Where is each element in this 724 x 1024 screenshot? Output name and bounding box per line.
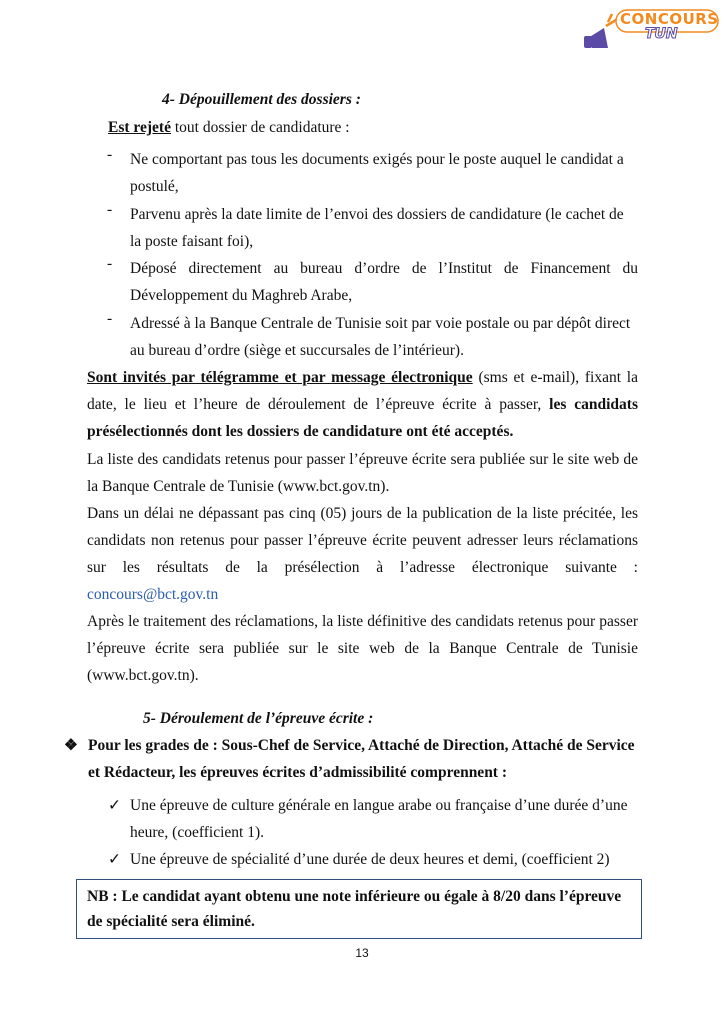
grades-line-1: Pour les grades de : Sous-Chef de Service, Attaché de Direction, Attaché de Service <box>88 737 635 754</box>
bullet-3-line-1: Déposé directement au bureau d’ordre de l’Institut de Financement du <box>130 260 638 277</box>
bullet-4-line-2: au bureau d’ordre (siège et succursales de l’intérieur). <box>130 342 464 359</box>
delay-paragraph: Dans un délai ne dépassant pas cinq (05) jours de la publication de la liste précitée, les candidats non retenus pour passer l’épreuve écrite peuvent adresser leurs réclamations sur les résultats de la présélection à l’adresse électronique suivante : <box>87 505 638 576</box>
page-number: 13 <box>355 946 369 960</box>
rejection-intro-bold: Est rejeté <box>108 119 171 136</box>
invitation-paragraph <box>87 364 638 445</box>
section-5-heading: 5- Déroulement de l’épreuve écrite : <box>143 710 374 727</box>
invitation-bold-end: les candidats présélectionnés dont les dossiers de candidature ont été acceptés. <box>87 396 638 440</box>
megaphone-icon <box>584 14 616 48</box>
rejection-intro-rest: tout dossier de candidature : <box>170 119 350 136</box>
diamond-bullet-icon: ❖ <box>64 737 78 754</box>
bullet-2-line-1: Parvenu après la date limite de l’envoi des dossiers de candidature (le cachet de <box>130 206 624 223</box>
email-link[interactable]: concours@bct.gov.tn <box>87 586 219 603</box>
section-4-heading: 4- Dépouillement des dossiers : <box>162 91 361 108</box>
check-1-line-2: heure, (coefficient 1). <box>130 824 264 841</box>
bullet-3-line-2: Développement du Maghreb Arabe, <box>130 287 353 304</box>
check-icon: ✓ <box>108 797 121 814</box>
rejection-intro <box>108 114 350 141</box>
bullet-dash: - <box>107 201 113 218</box>
bullet-dash: - <box>107 146 113 163</box>
bullet-dash: - <box>107 310 113 327</box>
bullet-dash: - <box>107 255 113 272</box>
bullet-4-line-1: Adressé à la Banque Centrale de Tunisie soit par voie postale ou par dépôt direct <box>130 315 631 332</box>
nb-text: NB : Le candidat ayant obtenu une note inférieure ou égale à 8/20 dans l’épreuve de spécialité sera éliminé. <box>87 888 622 930</box>
check-2-line-1: Une épreuve de spécialité d’une durée de deux heures et demi, (coefficient 2) <box>130 851 610 868</box>
check-icon: ✓ <box>108 851 121 868</box>
logo-text: CONCOURS <box>620 10 719 28</box>
check-1-line-1: Une épreuve de culture générale en langue arabe ou française d’une durée d’une <box>130 797 628 814</box>
grades-line-2: et Rédacteur, les épreuves écrites d’admissibilité comprennent : <box>88 764 508 781</box>
bullet-1-line-2: postulé, <box>130 178 179 195</box>
invitation-bold: Sont invités par télégramme et par message électronique <box>87 369 473 386</box>
bullet-2-line-2: la poste faisant foi), <box>130 233 254 250</box>
list-paragraph: La liste des candidats retenus pour passer l’épreuve écrite sera publiée sur le site web de la Banque Centrale de Tunisie (www.bct.gov.tn). <box>87 451 638 495</box>
after-paragraph: Après le traitement des réclamations, la liste définitive des candidats retenus pour passer l’épreuve écrite sera publiée sur le site web de la Banque Centrale de Tunisie (www.bct.gov.tn). <box>87 613 638 684</box>
bullet-1-line-1: Ne comportant pas tous les documents exigés pour le poste auquel le candidat a <box>130 151 624 168</box>
nb-box <box>76 879 642 939</box>
invitation-text: (sms et e-mail), fixant la date, le lieu et l’heure de déroulement de l’épreuve écrite à passer, <box>87 369 638 413</box>
logo-subtext: TUN <box>645 26 678 42</box>
